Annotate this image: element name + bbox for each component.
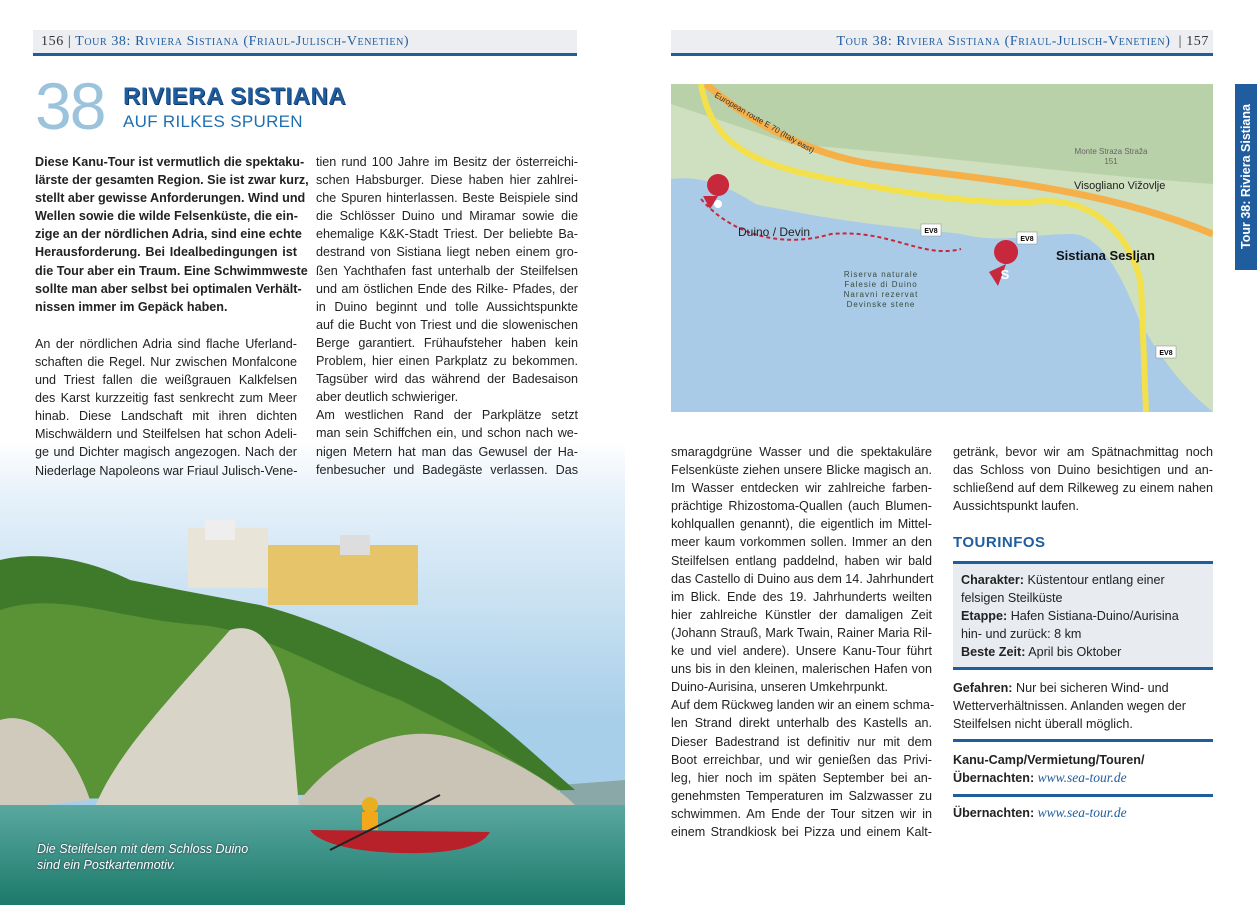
map-label-sistiana: Sistiana Sesljan xyxy=(1056,248,1155,263)
gefahren xyxy=(953,679,1213,742)
text-line: auf die Bucht von Triest und die slowenischen xyxy=(316,317,578,332)
page-number: 157 xyxy=(1186,34,1209,49)
map-label-reserve: Riserva naturale xyxy=(843,270,919,279)
map-label-mountain: Monte Straza Straža xyxy=(1074,147,1148,156)
text-line: schen Habsburger. Diese haben hier zahlrei- xyxy=(316,173,578,188)
text-line: kohlquallen genannt), die eigentlich im Mittel- xyxy=(671,517,932,532)
text-line: man sein Schiffchen ein, und schon nach we- xyxy=(316,426,578,441)
charakter xyxy=(961,571,1205,607)
text-line: des Karst kurzzeitig fast senkrecht zum Meer xyxy=(35,391,297,406)
value: Nur bei sicheren Wind- und Wetterverhältnissen. Anlanden wegen der Steilfelsen nicht überall möglich. xyxy=(953,681,1186,731)
label: Gefahren: xyxy=(953,681,1013,695)
map-label-duino: Duino / Devin xyxy=(738,225,811,239)
map-label-reserve: Naravni rezervat xyxy=(843,290,919,299)
route-map xyxy=(671,84,1213,412)
separator: | xyxy=(1170,34,1187,49)
text-line: stellt aber gewisse Anforderungen. Wind und xyxy=(35,191,306,206)
map-label-visogliano: Visogliano Vižovlje xyxy=(1074,180,1166,192)
text-column-left-1 xyxy=(35,153,309,480)
text-line: schaften die Regel. Nur zwischen Monfalcone xyxy=(35,354,297,369)
running-header-left xyxy=(33,30,577,56)
text-line: hinab. Diese Landschaft mit ihren dichten xyxy=(35,409,297,424)
text-line: Mischwäldern und Steilfelsen hat schon Adeli- xyxy=(35,427,297,442)
text-line: in Duino beginnt und tolle Aussichtspunkte xyxy=(316,299,578,314)
etappe xyxy=(961,607,1205,625)
text-line: (Johann Strauß, Mark Twain, Rainer Maria Ril- xyxy=(671,625,932,640)
text-line: Felsenküste ziehen unsere Blicke magisch an. xyxy=(671,463,932,478)
text-line: Im Wasser entdecken wir zahlreiche farben- xyxy=(671,481,932,496)
map-road-label: EV8 xyxy=(1159,350,1173,357)
map-label-highway: European route E 70 (Italy east) xyxy=(713,90,816,156)
label: Übernachten: xyxy=(953,806,1035,820)
page-number: 156 xyxy=(41,34,64,49)
text-line: Aussichtspunkt laufen. xyxy=(953,499,1080,514)
paragraph-gap xyxy=(35,316,297,335)
text-line: che Spuren hinterlassen. Beste Beispiele sind xyxy=(316,191,578,206)
chapter-title: RIVIERA SISTIANA xyxy=(123,83,347,110)
text-line: Dieser Badestrand ist definitiv nur mit dem xyxy=(671,734,932,749)
running-head: Tour 38: Riviera Sistiana (Friaul-Julisch-Venetien) xyxy=(836,34,1171,49)
kanu-camp xyxy=(953,751,1213,797)
text-line: einem Strandkiosk bei Pizza und einem Kalt- xyxy=(671,824,932,839)
text-line: zige an der nördlichen Adria, sind eine echte xyxy=(35,227,302,242)
sea-tour-link[interactable]: www.sea-tour.de xyxy=(1037,770,1127,785)
text-column-left-2 xyxy=(316,153,578,479)
text-line: Duino-Aurisina, unseren Umkehrpunkt. xyxy=(671,680,888,695)
text-line: meer kaum vorkommen sollen. Immer an den xyxy=(671,535,932,550)
map-road-label: EV8 xyxy=(924,228,938,235)
text-line: Steilfelsen entlang paddelnd, haben wir bald xyxy=(671,553,932,568)
running-head: Tour 38: Riviera Sistiana (Friaul-Julisch-Venetien) xyxy=(75,34,410,49)
photo-caption xyxy=(37,841,248,873)
text-line: Boot erreichbar, und wir genießen das Privi- xyxy=(671,752,932,767)
text-line: Niederlage Napoleons war Friaul Julisch-Vene- xyxy=(35,463,298,478)
text-line: lärste der gesamten Region. Sie ist zwar kurz, xyxy=(35,173,309,188)
text-line: die Schlösser Duino und Miramar sowie die xyxy=(316,209,578,224)
sea-tour-link[interactable]: www.sea-tour.de xyxy=(1037,805,1127,820)
map-label-reserve: Devinske stene xyxy=(846,300,916,309)
text-line: die Tour aber ein Traum. Eine Schwimmweste xyxy=(35,263,308,278)
label: Etappe: xyxy=(961,609,1008,623)
text-line: uns bis in den kleinen, malerischen Hafen von xyxy=(671,662,932,677)
text-line: Auf dem Rückweg landen wir an einem schma- xyxy=(671,698,935,713)
text-line: sollte man aber selbst bei optimalen Verhält- xyxy=(35,281,302,296)
text-line: nigen Metern hat man das Gewusel der Ha- xyxy=(316,444,578,459)
text-line: tien rund 100 Jahre im Besitz der österreichi- xyxy=(316,155,578,169)
beste-zeit xyxy=(961,643,1205,661)
separator: | xyxy=(63,34,76,49)
text-column-right-1 xyxy=(671,443,935,841)
text-line: Herausforderung. Bei Idealbedingungen ist xyxy=(35,245,297,260)
distance: hin- und zurück: 8 km xyxy=(961,627,1082,641)
text-line: und Triest fallen die weißgrauen Kalkfelsen xyxy=(35,373,297,388)
text-line: ge und Dichter magisch angezogen. Nach der xyxy=(35,445,297,460)
text-line: leg, hier noch im späten September bei an- xyxy=(671,770,932,785)
text-line: Problem, hier einen Parkplatz zu bekommen. xyxy=(316,354,578,369)
caption-line: sind ein Postkartenmotiv. xyxy=(37,858,176,872)
label: Kanu-Camp/Vermietung/Touren/ Übernachten: xyxy=(953,753,1145,785)
text-line: das Castello di Duino aus dem 14. Jahrhundert xyxy=(671,571,934,586)
text-line: ehemalige K&K-Stadt Triest. Der beliebte Ba- xyxy=(316,227,578,242)
text-line: fenbesucher und Badegäste verlassen. Das xyxy=(316,462,578,477)
text-line: smaragdgrüne Wasser und die spektakuläre xyxy=(671,445,932,459)
tourinfos-heading: TOURINFOS xyxy=(953,534,1046,551)
text-line: schließend auf dem Rilkeweg zu einem nahen xyxy=(953,481,1213,496)
value: Hafen Sistiana-Duino/Aurisina xyxy=(1010,609,1179,623)
text-line: Wellen sowie die wilde Felsenküste, die ein- xyxy=(35,209,298,224)
text-line: ke und viel andere). Unsere Kanu-Tour führt xyxy=(671,644,932,659)
side-tab[interactable]: Tour 38: Riviera Sistiana xyxy=(1235,84,1257,270)
text-line: ßen Yachthafen fast unterhalb der Steilfelsen xyxy=(316,263,578,278)
text-line: destrand von Sistiana liegt neben einem gro- xyxy=(316,245,578,260)
text-line: An der nördlichen Adria sind flache Uferland- xyxy=(35,336,297,351)
start-marker-label: S xyxy=(1000,267,1010,282)
tourinfos-box xyxy=(953,561,1213,670)
map-label-reserve: Falesie di Duino xyxy=(844,280,918,289)
value: April bis Oktober xyxy=(1028,645,1122,659)
tour-number: 38 xyxy=(35,69,105,143)
running-header-right xyxy=(671,30,1213,56)
text-line: nissen immer im Gepäck haben. xyxy=(35,299,228,314)
text-line: getränk, bevor wir am Spätnachmittag noch xyxy=(953,445,1213,459)
photo-duino-castle xyxy=(0,440,625,905)
text-line: im Blick. Ende des 19. Jahrhunderts weilten xyxy=(671,589,932,604)
text-line: Tagsüber wird das während der Badesaison xyxy=(316,372,578,387)
uebernachten xyxy=(953,804,1213,822)
text-line: und am östlichen Ende des Rilke- Pfades, der xyxy=(316,281,578,296)
text-line: aber deutlich schwieriger. xyxy=(316,390,459,405)
text-line: hier zahlreiche Künstler der damaligen Zeit xyxy=(671,607,932,622)
text-line: schwimmen. Am Ende der Tour sitzen wir in xyxy=(671,806,932,821)
map-road-label: EV8 xyxy=(1020,236,1034,243)
text-line: das Schloss von Duino besichtigen und an- xyxy=(953,463,1213,478)
text-line: genehmsten Temperaturen im Salzwasser zu xyxy=(671,788,932,803)
chapter-subtitle: AUF RILKES SPUREN xyxy=(123,112,303,131)
text-line: len Strand direkt unterhalb des Kastells an. xyxy=(671,716,932,731)
label: Beste Zeit: xyxy=(961,645,1026,659)
text-line: prächtige Rhizostoma-Quallen (auch Blumen- xyxy=(671,499,932,514)
text-line: Diese Kanu-Tour ist vermutlich die spektaku- xyxy=(35,155,305,169)
text-column-right-2 xyxy=(953,443,1213,515)
text-line: Berge garantiert. Frühaufsteher haben kein xyxy=(316,335,578,350)
caption-line: Die Steilfelsen mit dem Schloss Duino xyxy=(37,842,249,856)
map-label-mountain-height: 151 xyxy=(1104,157,1118,166)
label: Charakter: xyxy=(961,573,1024,587)
text-line: Am westlichen Rand der Parkplätze setzt xyxy=(316,408,578,423)
value: Küstentour entlang einer felsigen Steilküste xyxy=(961,573,1165,605)
